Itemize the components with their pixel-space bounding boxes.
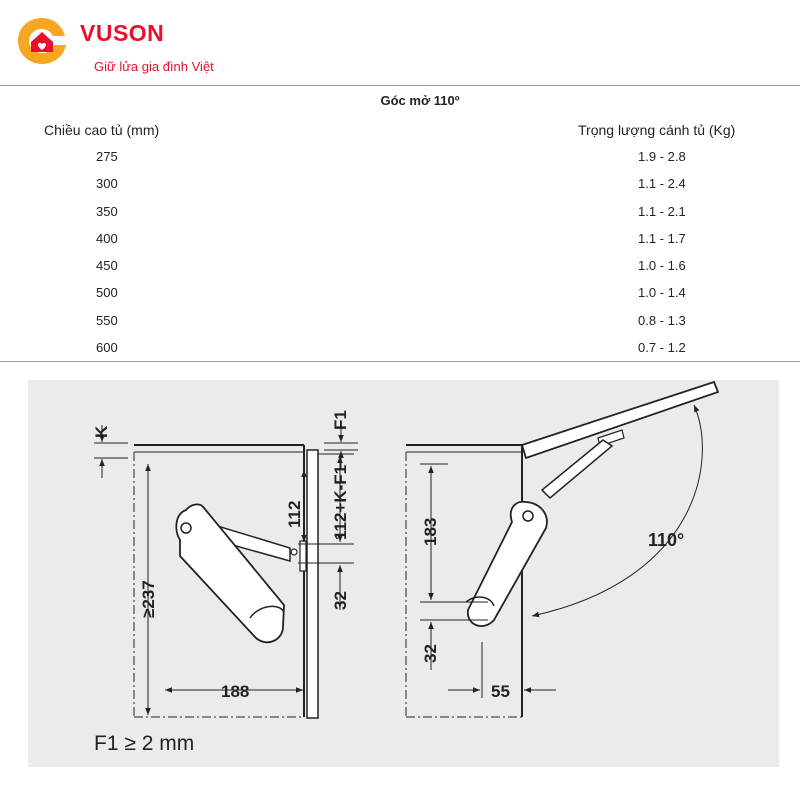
table-row xyxy=(0,340,800,367)
door-weight: 1.0 - 1.6 xyxy=(638,258,686,274)
cabinet-height: 450 xyxy=(96,258,118,274)
table-row xyxy=(0,258,800,285)
brand-logo[interactable] xyxy=(14,12,254,72)
installation-diagram xyxy=(28,380,779,767)
door-weight: 1.9 - 2.8 xyxy=(638,149,686,164)
table-row xyxy=(0,285,800,312)
dim-112-k-f1-label: 112+K-F1 xyxy=(331,464,350,540)
cabinet-height: 300 xyxy=(96,176,118,192)
door-weight: 1.0 - 1.4 xyxy=(638,285,686,301)
door-weight: 1.1 - 2.4 xyxy=(638,176,686,192)
door-weight: 1.1 - 1.7 xyxy=(638,230,686,246)
column-header-weight: Trọng lượng cánh tủ (Kg) xyxy=(578,122,736,138)
f1-requirement-note: F1 ≥ 2 mm xyxy=(94,732,195,755)
cabinet-height: 275 xyxy=(96,149,118,164)
dim-183-label: 183 xyxy=(421,517,440,546)
brand-slogan: Giữ lửa gia đình Việt xyxy=(94,59,214,74)
table-caption: Góc mở 110º xyxy=(380,93,460,108)
door-weight: 1.1 - 2.1 xyxy=(638,203,686,219)
column-header-height: Chiều cao tủ (mm) xyxy=(44,122,160,138)
cabinet-height: 500 xyxy=(96,285,118,301)
technical-drawing xyxy=(28,380,779,767)
dim-f1-label: F1 xyxy=(331,410,350,430)
dim-32-left-label: 32 xyxy=(331,591,350,610)
bottom-divider xyxy=(0,361,800,362)
dim-55-label: 55 xyxy=(491,682,510,701)
table-row xyxy=(0,204,800,231)
dim-237-label: ≥237 xyxy=(139,580,158,618)
dim-32-right-label: 32 xyxy=(421,644,440,663)
cabinet-height: 350 xyxy=(96,203,118,219)
table-row xyxy=(0,313,800,340)
dim-k-label: K xyxy=(92,425,111,438)
top-divider xyxy=(0,85,800,86)
table-row xyxy=(0,176,800,203)
dim-188-label: 188 xyxy=(221,682,250,701)
house-heart-logo-icon xyxy=(14,12,70,68)
brand-name: VUSON xyxy=(80,20,165,46)
left-side-view xyxy=(94,425,358,718)
cabinet-height: 400 xyxy=(96,230,118,246)
table-row xyxy=(0,149,800,176)
cabinet-height: 600 xyxy=(96,340,118,356)
spec-table-body xyxy=(0,149,800,367)
opening-angle-label: 110° xyxy=(648,530,685,550)
door-weight: 0.8 - 1.3 xyxy=(638,312,686,328)
door-weight: 0.7 - 1.2 xyxy=(638,340,686,356)
cabinet-height: 550 xyxy=(96,312,118,328)
dim-112-label: 112 xyxy=(285,500,304,528)
table-row xyxy=(0,231,800,258)
